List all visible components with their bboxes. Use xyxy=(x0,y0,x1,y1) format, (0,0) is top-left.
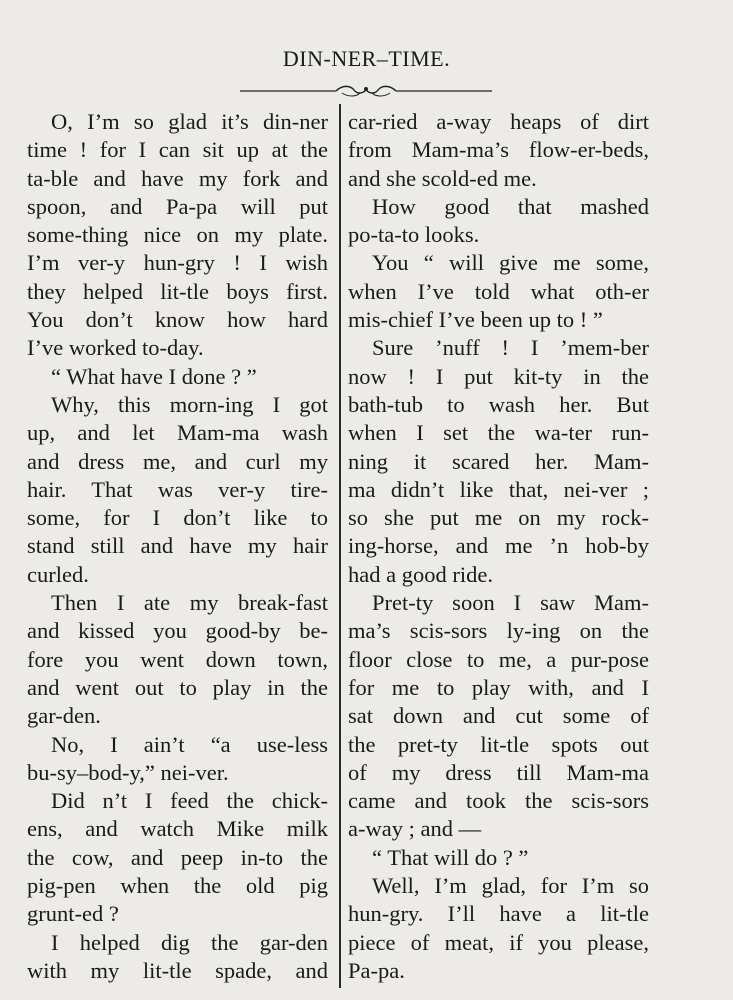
text-line: now ! I put kit-ty in the xyxy=(348,363,649,389)
page-title: DIN-NER–TIME. xyxy=(282,46,451,71)
text-line: the cow, and peep in-to the xyxy=(27,844,328,870)
text-line: pig-pen when the old pig xyxy=(27,873,328,899)
text-line: I helped dig the gar-den xyxy=(51,929,328,955)
text-line: came and took the scis-sors xyxy=(348,788,649,814)
text-line: for me to play with, and I xyxy=(348,674,649,700)
text-line: I’m ver-y hun-gry ! I wish xyxy=(27,250,328,276)
text-line: You don’t know how hard xyxy=(27,307,328,333)
text-line: piece of meat, if you please, xyxy=(348,929,649,955)
text-line: some-thing nice on my plate. xyxy=(27,222,328,248)
text-line: sat down and cut some of xyxy=(348,703,649,729)
text-line: floor close to me, a pur-pose xyxy=(348,646,649,672)
text-line: bu-sy–bod-y,” nei-ver. xyxy=(27,759,229,785)
text-line: mis-chief I’ve been up to ! ” xyxy=(348,307,603,333)
text-line: the pret-ty lit-tle spots out xyxy=(348,731,649,757)
text-line: curled. xyxy=(27,561,89,587)
text-line: Pret-ty soon I saw Mam- xyxy=(372,590,649,616)
text-line: No, I ain’t “a use-less xyxy=(51,731,328,757)
text-line: they helped lit-tle boys first. xyxy=(27,278,328,304)
text-line: a-way ; and — xyxy=(348,816,482,842)
text-line: po-ta-to looks. xyxy=(348,222,480,248)
text-line: stand still and have my hair xyxy=(27,533,328,559)
column-divider xyxy=(339,104,341,988)
text-line: I’ve worked to-day. xyxy=(27,335,204,361)
text-line: “ What have I done ? ” xyxy=(51,363,257,389)
text-line: “ That will do ? ” xyxy=(372,844,529,870)
text-line: had a good ride. xyxy=(348,561,493,587)
text-line: ens, and watch Mike milk xyxy=(27,816,328,842)
text-line: and she scold-ed me. xyxy=(348,165,537,191)
text-line: Then I ate my break-fast xyxy=(51,590,328,616)
text-line: Pa-pa. xyxy=(348,957,405,983)
text-line: when I’ve told what oth-er xyxy=(348,278,649,304)
text-line: fore you went down town, xyxy=(27,646,328,672)
text-line: ning it scared her. Mam- xyxy=(348,448,649,474)
text-line: some, for I don’t like to xyxy=(27,505,328,531)
text-line: up, and let Mam-ma wash xyxy=(27,420,328,446)
text-line: and dress me, and curl my xyxy=(27,448,328,474)
text-line: of my dress till Mam-ma xyxy=(348,759,649,785)
text-line: Sure ’nuff ! I ’mem-ber xyxy=(372,335,649,361)
text-line: ing-horse, and me ’n hob-by xyxy=(348,533,649,559)
text-line: gar-den. xyxy=(27,703,101,729)
text-line: when I set the wa-ter run- xyxy=(348,420,649,446)
text-line: ta-ble and have my fork and xyxy=(27,165,328,191)
text-line: Why, this morn-ing I got xyxy=(51,391,328,417)
text-line: ma didn’t like that, nei-ver ; xyxy=(348,476,649,502)
text-line: so she put me on my rock- xyxy=(348,505,649,531)
text-line: Well, I’m glad, for I’m so xyxy=(372,873,649,899)
text-line: How good that mashed xyxy=(372,193,649,219)
text-line: ma’s scis-sors ly-ing on the xyxy=(348,618,649,644)
left-text-column xyxy=(27,108,328,985)
text-line: hair. That was ver-y tire- xyxy=(27,476,328,502)
text-line: time ! for I can sit up at the xyxy=(27,137,328,163)
text-line: bath-tub to wash her. But xyxy=(348,391,649,417)
text-line: and kissed you good-by be- xyxy=(27,618,328,644)
text-line: and went out to play in the xyxy=(27,674,328,700)
text-line: hun-gry. I’ll have a lit-tle xyxy=(348,901,649,927)
text-line: Did n’t I feed the chick- xyxy=(51,788,328,814)
text-line: from Mam-ma’s flow-er-beds, xyxy=(348,137,649,163)
text-line: with my lit-tle spade, and xyxy=(27,957,328,983)
text-line: spoon, and Pa-pa will put xyxy=(27,193,328,219)
text-line: You “ will give me some, xyxy=(372,250,649,276)
right-text-column xyxy=(348,108,649,985)
text-line: car-ried a-way heaps of dirt xyxy=(348,109,649,134)
text-line: O, I’m so glad it’s din-ner xyxy=(51,109,328,134)
title-ornament xyxy=(238,82,494,100)
text-line: grunt-ed ? xyxy=(27,901,119,927)
